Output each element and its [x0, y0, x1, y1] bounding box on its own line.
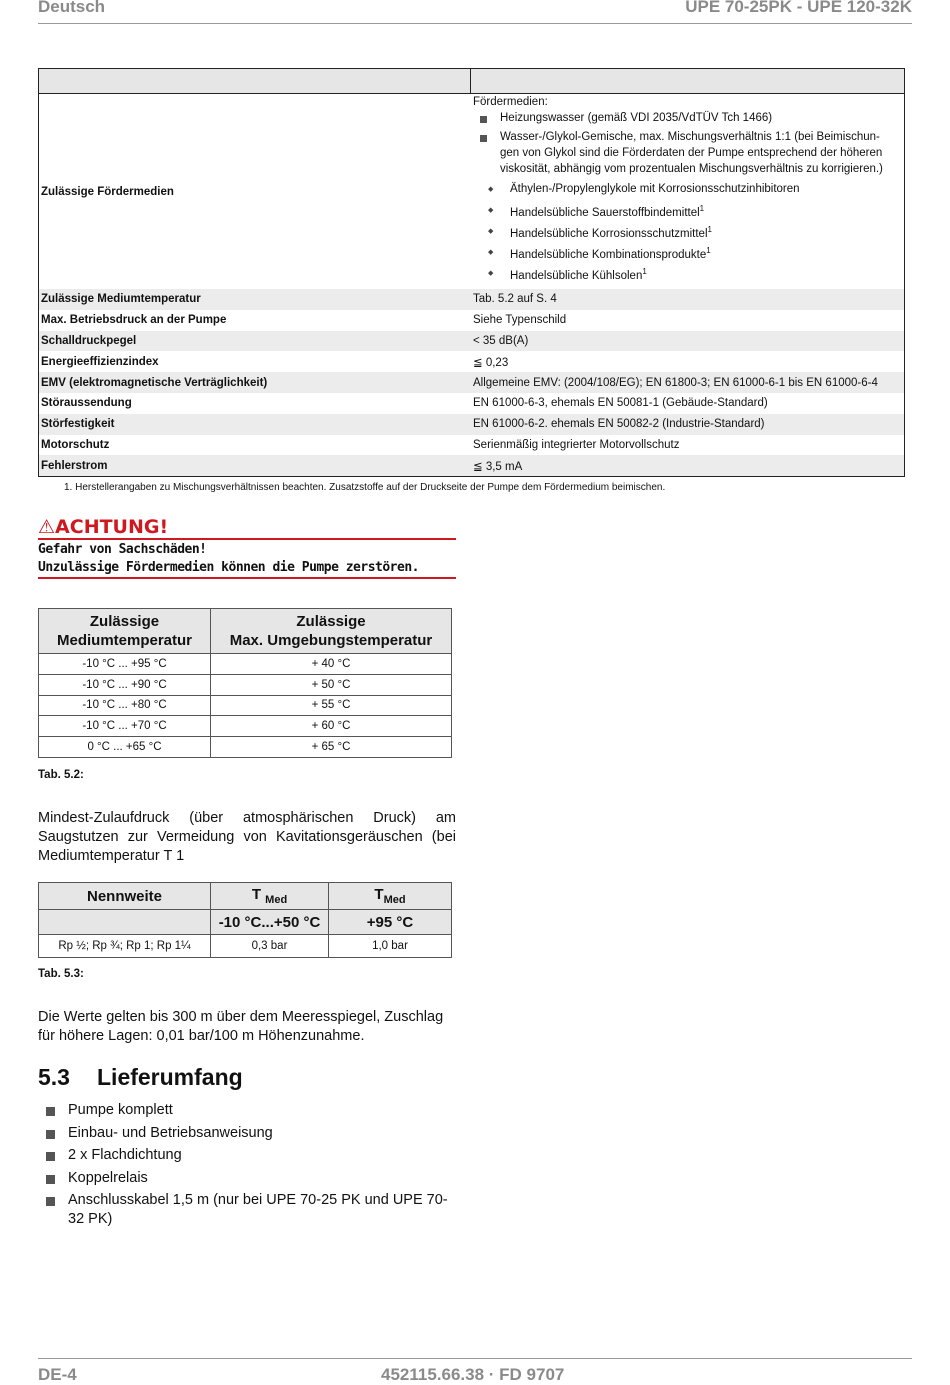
medien-item: Wasser-/Glykol-Gemische, max. Mischungsverhältnis 1:1 (bei Beimischun- — [500, 131, 880, 143]
warning-title: ⚠ACHTUNG! — [38, 516, 169, 538]
list-item: Einbau- und Betriebsanweisung — [46, 1124, 466, 1143]
medien-item: gen von Glykol sind die Förderdaten der Pumpe entsprechend der höheren — [500, 147, 883, 159]
table-row: -10 °C ... +80 °C + 55 °C — [39, 695, 452, 716]
square-bullet-icon — [46, 1197, 55, 1206]
table-header-cell: Zulässige Max. Umgebungstemperatur — [211, 609, 452, 654]
section-heading: 5.3 Lieferumfang — [38, 1064, 243, 1090]
spec-value: Serienmäßig integrierter Motorvollschutz — [473, 438, 680, 451]
footer-docref: 452115.66.38 · FD 9707 — [381, 1365, 565, 1384]
table-row: -10 °C...+50 °C +95 °C — [39, 910, 452, 935]
spec-row — [39, 414, 904, 435]
spec-label: EMV (elektromagnetische Verträglichkeit) — [41, 376, 268, 389]
table-header-row — [39, 609, 452, 654]
warning-text: Unzulässige Fördermedien können die Pumpe zerstören. — [38, 560, 419, 575]
table-row: -10 °C ... +70 °C + 60 °C — [39, 716, 452, 737]
spec-row-medien — [39, 94, 904, 289]
square-bullet-icon — [46, 1152, 55, 1161]
medien-item: Heizungswasser (gemäß VDI 2035/VdTÜV Tch 1466) — [500, 112, 773, 124]
spec-value: ≦ 3,5 mA — [473, 460, 523, 473]
spec-label: Zulässige Fördermedien — [41, 185, 174, 198]
spec-value: EN 61000-6-3, ehemals EN 50081-1 (Gebäude-Standard) — [473, 397, 768, 410]
table-row: -10 °C ... +90 °C + 50 °C — [39, 674, 452, 695]
list-item: Pumpe komplett — [46, 1101, 466, 1120]
spec-row — [39, 331, 904, 352]
spec-value: < 35 dB(A) — [473, 334, 529, 347]
spec-label: Störfestigkeit — [41, 418, 115, 431]
spec-row — [39, 435, 904, 456]
diamond-bullet-icon: ◆ — [488, 249, 494, 256]
medien-item: viskosität, abhängig vom prozentualen Mischungsverhältnis zu korrigieren.) — [500, 163, 883, 175]
header-rule — [38, 23, 912, 24]
paragraph: Die Werte gelten bis 300 m über dem Meeresspiegel, Zuschlag für höhere Lagen: 0,01 bar/100 m Höhenzunahme. — [38, 1009, 444, 1044]
medien-subitem: Handelsübliche Kombinationsprodukte$^1$ — [510, 246, 711, 261]
spec-row — [39, 372, 904, 393]
spec-row — [39, 351, 904, 372]
diamond-bullet-icon: ◆ — [488, 207, 494, 214]
square-bullet-icon — [480, 135, 487, 142]
spec-label: Fehlerstrom — [41, 459, 108, 472]
spec-label: Zulässige Mediumtemperatur — [41, 293, 201, 306]
warning-rule — [38, 577, 456, 579]
spec-label: Energieeffizienzindex — [41, 355, 159, 368]
diamond-bullet-icon: ◆ — [488, 186, 494, 193]
footer-rule — [38, 1358, 912, 1359]
table-inlet-pressure — [38, 882, 452, 958]
table-temperature — [38, 608, 452, 758]
spec-value: EN 61000-6-2. ehemals EN 50082-2 (Industrie-Standard) — [473, 418, 765, 431]
spec-label: Max. Betriebsdruck an der Pumpe — [41, 314, 227, 327]
medien-subitem: Handelsübliche Kühlsolen$^1$ — [510, 267, 647, 282]
medien-intro: Fördermedien: — [473, 96, 548, 108]
table-caption: Tab. 5.2: — [38, 769, 84, 781]
spec-value: Allgemeine EMV: (2004/108/EG); EN 61800-3; EN 61000-6-1 bis EN 61000-6-4 — [473, 376, 878, 389]
square-bullet-icon — [46, 1107, 55, 1116]
table-header-cell: $T_{Med}$ — [329, 883, 452, 910]
spec-row — [39, 310, 904, 331]
list-item: 2 x Flachdichtung — [46, 1146, 466, 1165]
list-item: Koppelrelais — [46, 1169, 466, 1188]
header-model: UPE 70-25PK - UPE 120-32K — [685, 0, 912, 16]
spec-value: Siehe Typenschild — [473, 314, 567, 327]
paragraph: Mindest-Zulaufdruck (über atmosphärischen Druck) am Saugstutzen zur Vermeidung von Kavitationsgeräuschen (bei Mediumtemperatur T 1 — [38, 810, 456, 864]
square-bullet-icon — [480, 116, 487, 123]
table-header-cell: T $_{Med}$ — [211, 883, 329, 910]
spec-row — [39, 289, 904, 310]
medien-subitem: Äthylen-/Propylenglykole mit Korrosionsschutzinhibitoren — [510, 183, 800, 195]
table-caption: Tab. 5.3: — [38, 968, 84, 980]
table-row: Rp ½; Rp ¾; Rp 1; Rp 1¼ 0,3 bar 1,0 bar — [39, 935, 452, 958]
warning-text: Gefahr von Sachschäden! — [38, 542, 207, 557]
table-row: 0 °C ... +65 °C + 65 °C — [39, 737, 452, 758]
spec-row — [39, 455, 904, 476]
spec-value-medien — [470, 94, 904, 289]
medien-subitem: Handelsübliche Korrosionsschutzmittel$^1$ — [510, 225, 712, 240]
table-header-row — [39, 883, 452, 910]
table-row: -10 °C ... +95 °C + 40 °C — [39, 654, 452, 675]
delivery-list — [46, 1101, 466, 1233]
spec-value: ≦ 0,23 — [473, 356, 509, 369]
table-header-cell: Zulässige Mediumtemperatur — [39, 609, 211, 654]
spec-value: Tab. 5.2 auf S. 4 — [473, 293, 557, 306]
table-header-cell: Nennweite — [39, 883, 211, 910]
spec-table — [38, 68, 905, 477]
header-language: Deutsch — [38, 0, 106, 16]
warning-rule — [38, 538, 456, 540]
spec-row — [39, 393, 904, 414]
spec-label: Schalldruckpegel — [41, 334, 137, 347]
footnote: 1. Herstellerangaben zu Mischungsverhältnissen beachten. Zusatzstoffe auf der Druckseite der Pumpe dem Fördermedium beimischen. — [64, 482, 666, 493]
spec-label: Störaussendung — [41, 397, 132, 410]
spec-label: Motorschutz — [41, 438, 110, 451]
diamond-bullet-icon: ◆ — [488, 228, 494, 235]
warning-triangle-icon: ⚠ — [38, 516, 56, 538]
list-item: Anschlusskabel 1,5 m (nur bei UPE 70-25 PK und UPE 70-32 PK) — [46, 1191, 458, 1229]
square-bullet-icon — [46, 1175, 55, 1184]
diamond-bullet-icon: ◆ — [488, 270, 494, 277]
square-bullet-icon — [46, 1130, 55, 1139]
footer-page: DE-4 — [38, 1365, 77, 1384]
spec-table-header — [39, 69, 904, 94]
medien-subitem: Handelsübliche Sauerstoffbindemittel$^1$ — [510, 204, 705, 219]
